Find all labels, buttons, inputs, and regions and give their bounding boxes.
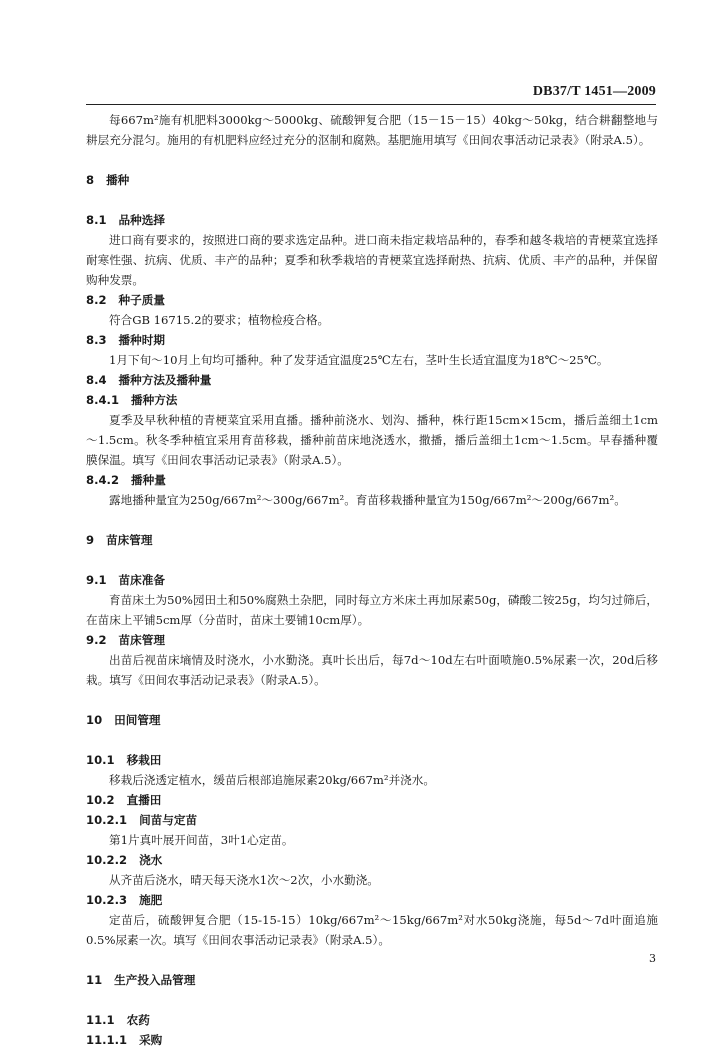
subsection-heading (86, 370, 658, 390)
heading-number: 8.3 (86, 333, 107, 347)
block-spacer (86, 190, 658, 210)
heading-number: 8.1 (86, 213, 107, 227)
heading-number: 9.2 (86, 633, 107, 647)
heading-title: 播种量 (131, 473, 166, 487)
paragraph: 每667m²施有机肥料3000kg～5000kg、硫酸钾复合肥（15－15－15）40kg～50kg，结合耕翻整地与耕层充分混匀。施用的有机肥料应经过充分的沤制和腐熟。基肥施用填写《田间农事活动记录表》（附录A.5）。 (86, 113, 658, 147)
subsection-heading (86, 1010, 658, 1030)
heading-title: 播种 (106, 173, 130, 187)
paragraph: 夏季及早秋种植的青梗菜宜采用直播。播种前浇水、划沟、播种，株行距15cm×15cm，播后盖细土1cm～1.5cm。秋冬季种植宜采用育苗移栽，播种前苗床地浇透水，撒播，播后盖细土1cm～1.5cm。早春播种覆膜保温。填写《田间农事活动记录表》（附录A.5）。 (86, 413, 658, 467)
heading-title: 播种方法 (131, 393, 178, 407)
heading-number: 10 (86, 713, 103, 727)
paragraph: 1月下旬～10月上旬均可播种。种了发芽适宜温度25℃左右，茎叶生长适宜温度为18℃～25℃。 (109, 353, 609, 367)
section-heading (86, 170, 658, 190)
paragraph: 露地播种量宜为250g/667m²～300g/667m²。育苗移栽播种量宜为150g/667m²～200g/667m²。 (109, 493, 626, 507)
heading-title: 移栽田 (126, 753, 162, 767)
heading-number: 9.1 (86, 573, 107, 587)
page-number: 3 (649, 952, 656, 965)
heading-number: 8.4.1 (86, 393, 120, 407)
section-heading (86, 530, 658, 550)
heading-title: 品种选择 (118, 213, 165, 227)
block-spacer (86, 150, 658, 170)
heading-number: 9 (86, 533, 95, 547)
heading-title: 种子质量 (118, 293, 165, 307)
block-spacer (86, 510, 658, 530)
paragraph: 从齐苗后浇水，晴天每天浇水1次～2次，小水勤浇。 (109, 873, 379, 887)
subsection-heading (86, 1030, 658, 1050)
subsection-heading (86, 750, 658, 770)
section-heading (86, 970, 658, 990)
heading-title: 苗床管理 (106, 533, 153, 547)
heading-title: 苗床管理 (118, 633, 165, 647)
heading-title: 施肥 (139, 893, 163, 907)
block-spacer (86, 990, 658, 1010)
block-spacer (86, 690, 658, 710)
subsection-heading (86, 210, 658, 230)
paragraph: 定苗后，硫酸钾复合肥（15-15-15）10kg/667m²～15kg/667m²对水50kg浇施，每5d～7d叶面追施0.5%尿素一次。填写《田间农事活动记录表》（附录A.5）。 (86, 913, 658, 947)
heading-number: 11.1.1 (86, 1033, 128, 1047)
paragraph: 符合GB 16715.2的要求；植物检疫合格。 (109, 313, 330, 327)
heading-title: 采购 (139, 1033, 163, 1047)
subsection-heading (86, 570, 658, 590)
paragraph: 第1片真叶展开间苗，3叶1心定苗。 (109, 833, 294, 847)
heading-title: 间苗与定苗 (139, 813, 198, 827)
subsection-heading (86, 810, 658, 830)
subsection-heading (86, 790, 658, 810)
subsection-heading (86, 630, 658, 650)
heading-number: 10.2.1 (86, 813, 128, 827)
subsection-heading (86, 470, 658, 490)
paragraph: 出苗后视苗床墒情及时浇水，小水勤浇。真叶长出后，每7d～10d左右叶面喷施0.5%尿素一次，20d后移栽。填写《田间农事活动记录表》（附录A.5）。 (86, 653, 658, 687)
heading-number: 8.2 (86, 293, 107, 307)
subsection-heading (86, 390, 658, 410)
paragraph: 移栽后浇透定植水，缓苗后根部追施尿素20kg/667m²并浇水。 (109, 773, 435, 787)
heading-title: 直播田 (126, 793, 162, 807)
subsection-heading (86, 890, 658, 910)
heading-number: 8.4 (86, 373, 107, 387)
header-rule (86, 104, 656, 105)
heading-number: 11.1 (86, 1013, 115, 1027)
heading-title: 农药 (126, 1013, 150, 1027)
heading-number: 10.2.3 (86, 893, 128, 907)
subsection-heading (86, 850, 658, 870)
heading-title: 苗床准备 (118, 573, 165, 587)
heading-number: 8.4.2 (86, 473, 120, 487)
document-code: DB37/T 1451—2009 (532, 84, 656, 99)
heading-number: 8 (86, 173, 95, 187)
heading-title: 田间管理 (114, 713, 161, 727)
heading-number: 10.2.2 (86, 853, 128, 867)
heading-number: 10.2 (86, 793, 115, 807)
subsection-heading (86, 290, 658, 310)
block-spacer (86, 730, 658, 750)
document-body (86, 110, 658, 1050)
paragraph: 育苗床土为50%园田土和50%腐熟土杂肥，同时每立方米床土再加尿素50g，磷酸二铵25g，均匀过筛后，在苗床上平铺5cm厚（分苗时，苗床土要铺10cm厚）。 (86, 593, 658, 627)
heading-number: 10.1 (86, 753, 115, 767)
heading-title: 生产投入品管理 (114, 973, 196, 987)
section-heading (86, 710, 658, 730)
block-spacer (86, 550, 658, 570)
heading-title: 浇水 (139, 853, 163, 867)
heading-title: 播种方法及播种量 (118, 373, 212, 387)
heading-number: 11 (86, 973, 103, 987)
heading-title: 播种时期 (118, 333, 165, 347)
subsection-heading (86, 330, 658, 350)
block-spacer (86, 950, 658, 970)
paragraph: 进口商有要求的，按照进口商的要求选定品种。进口商未指定栽培品种的，春季和越冬栽培的青梗菜宜选择耐寒性强、抗病、优质、丰产的品种；夏季和秋季栽培的青梗菜宜选择耐热、抗病、优质、丰产的品种，并保留购种发票。 (86, 233, 658, 287)
